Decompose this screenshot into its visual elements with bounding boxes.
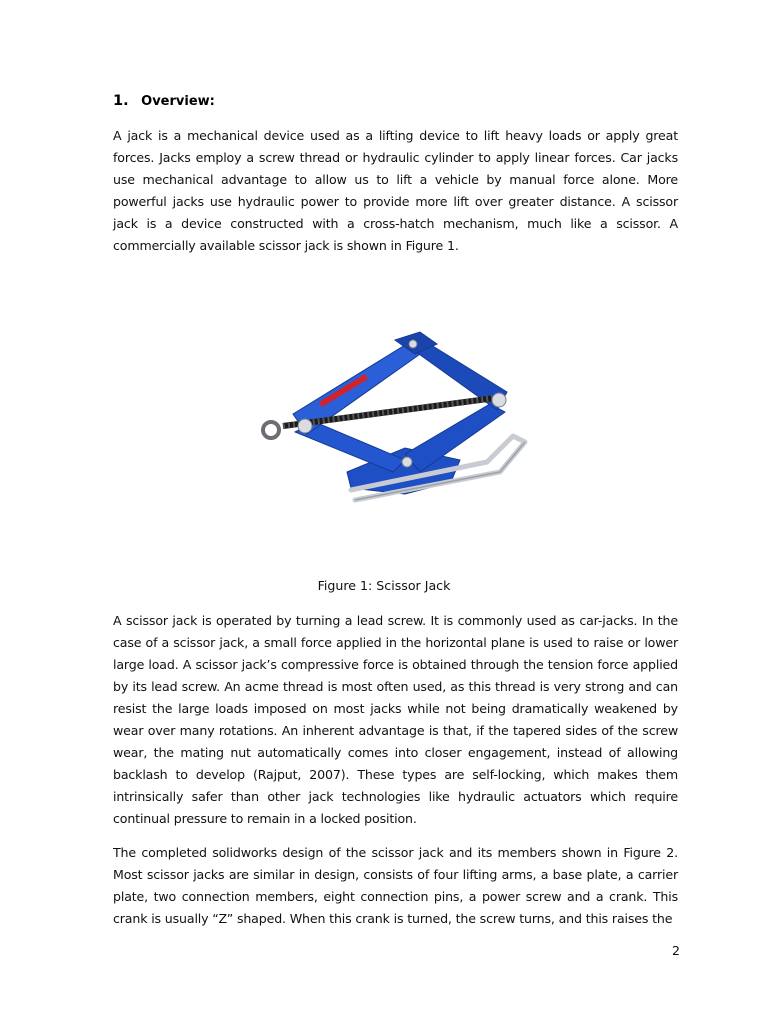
section-number: 1.	[113, 93, 129, 109]
section-heading	[113, 93, 215, 109]
section-title: Overview:	[141, 94, 215, 109]
jack-pin	[298, 419, 312, 433]
jack-eye-hook	[263, 422, 279, 438]
figure-caption: Figure 1: Scissor Jack	[317, 578, 451, 593]
paragraph-operation: A scissor jack is operated by turning a lead screw. It is commonly used as car-jacks. In the case of a scissor jack, a small force applied in the horizontal plane is used to raise or lower large load. A scissor jack’s compressive force is obtained through the tension force applied by its lead screw. An acme thread is most often used, as this thread is very strong and can resist the large loads imposed on most jacks while not being dramatically weakened by wear over many rotations. An inherent advantage is that, if the tapered sides of the screw wear, the mating nut automatically comes into closer engagement, instead of allowing backlash to develop (Rajput, 2007). These types are self-locking, which makes them intrinsically safer than other jack technologies like hydraulic actuators which require continual pressure to remain in a locked position.	[113, 613, 678, 826]
page-number: 2	[671, 943, 680, 958]
jack-pin	[492, 393, 506, 407]
scissor-jack-figure	[255, 322, 535, 512]
jack-pin	[402, 457, 412, 467]
paragraph-intro: A jack is a mechanical device used as a lifting device to lift heavy loads or apply great forces. Jacks employ a screw thread or hydraulic cylinder to apply linear forces. Car jacks use mechanical advantage to allow us to lift a vehicle by manual force alone. More powerful jacks use hydraulic power to provide more lift over greater distance. A scissor jack is a device constructed with a cross-hatch mechanism, much like a scissor. A commercially available scissor jack is shown in Figure 1.	[113, 128, 678, 253]
jack-pin	[409, 340, 417, 348]
paragraph-design: The completed solidworks design of the scissor jack and its members shown in Figure 2. Most scissor jacks are similar in design, consists of four lifting arms, a base plate, a carrier plate, two connection members, eight connection pins, a power screw and a crank. This crank is usually “Z” shaped. When this crank is turned, the screw turns, and this raises the	[113, 845, 678, 926]
